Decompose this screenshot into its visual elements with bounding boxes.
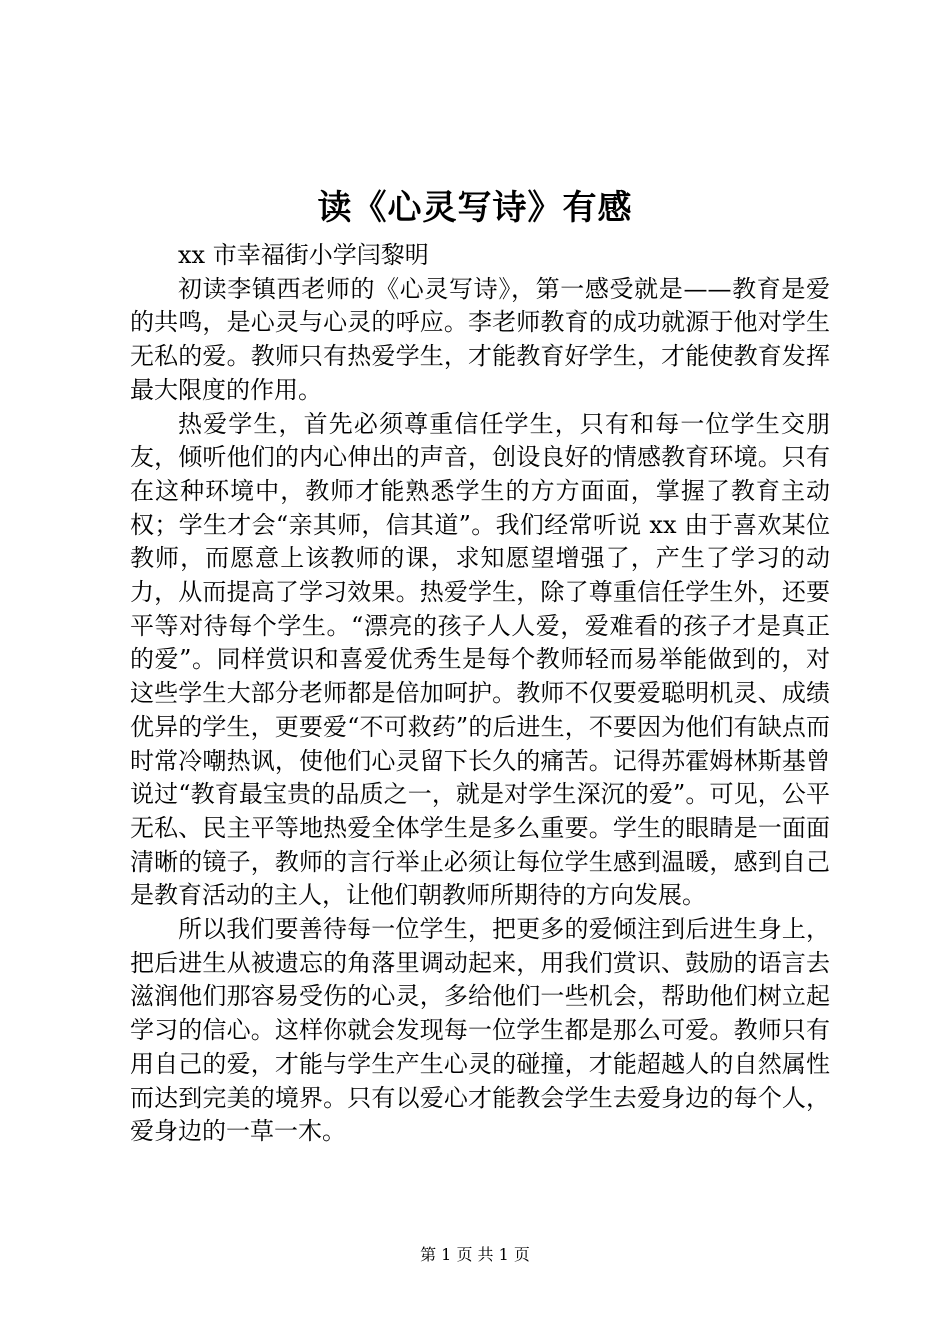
document-body bbox=[130, 239, 830, 1149]
document-title: 读《心灵写诗》有感 bbox=[317, 188, 633, 228]
paragraph-3: 所以我们要善待每一位学生，把更多的爱倾注到后进生身上，把后进生从被遗忘的角落里调动起来，用我们赏识、鼓励的语言去滋润他们那容易受伤的心灵，多给他们一些机会，帮助他们树立起学习的信心。这样你就会发现每一位学生都是那么可爱。教师只有用自己的爱，才能与学生产生心灵的碰撞，才能超越人的自然属性而达到完美的境界。只有以爱心才能教会学生去爱身边的每个人，爱身边的一草一木。 bbox=[130, 915, 830, 1146]
author-line: xx 市幸福街小学闫黎明 bbox=[178, 241, 429, 269]
paragraph-1: 初读李镇西老师的《心灵写诗》，第一感受就是——教育是爱的共鸣，是心灵与心灵的呼应。李老师教育的成功就源于他对学生无私的爱。教师只有热爱学生，才能教育好学生，才能使教育发挥最大限度的作用。 bbox=[130, 274, 830, 404]
page-footer: 第 1 页 共 1 页 bbox=[420, 1245, 530, 1264]
paragraph-2: 热爱学生，首先必须尊重信任学生，只有和每一位学生交朋友，倾听他们的内心伸出的声音，创设良好的情感教育环境。只有在这种环境中，教师才能熟悉学生的方方面面，掌握了教育主动权；学生才会“亲其师，信其道”。我们经常听说 xx 由于喜欢某位教师，而愿意上该教师的课，求知愿望增强了，产生了学习的动力，从而提高了学习效果。热爱学生，除了尊重信任学生外，还要平等对待每个学生。“漂亮的孩子人人爱，爱难看的孩子才是真正的爱”。同样赏识和喜爱优秀生是每个教师轻而易举能做到的，对这些学生大部分老师都是倍加呵护。教师不仅要爱聪明机灵、成绩优异的学生，更要爱“不可救药”的后进生，不要因为他们有缺点而时常冷嘲热讽，使他们心灵留下长久的痛苦。记得苏霍姆林斯基曾说过“教育最宝贵的品质之一，就是对学生深沉的爱”。可见，公平无私、民主平等地热爱全体学生是多么重要。学生的眼睛是一面面清晰的镜子，教师的言行举止必须让每位学生感到温暖，感到自己是教育活动的主人，让他们朝教师所期待的方向发展。 bbox=[130, 409, 830, 910]
